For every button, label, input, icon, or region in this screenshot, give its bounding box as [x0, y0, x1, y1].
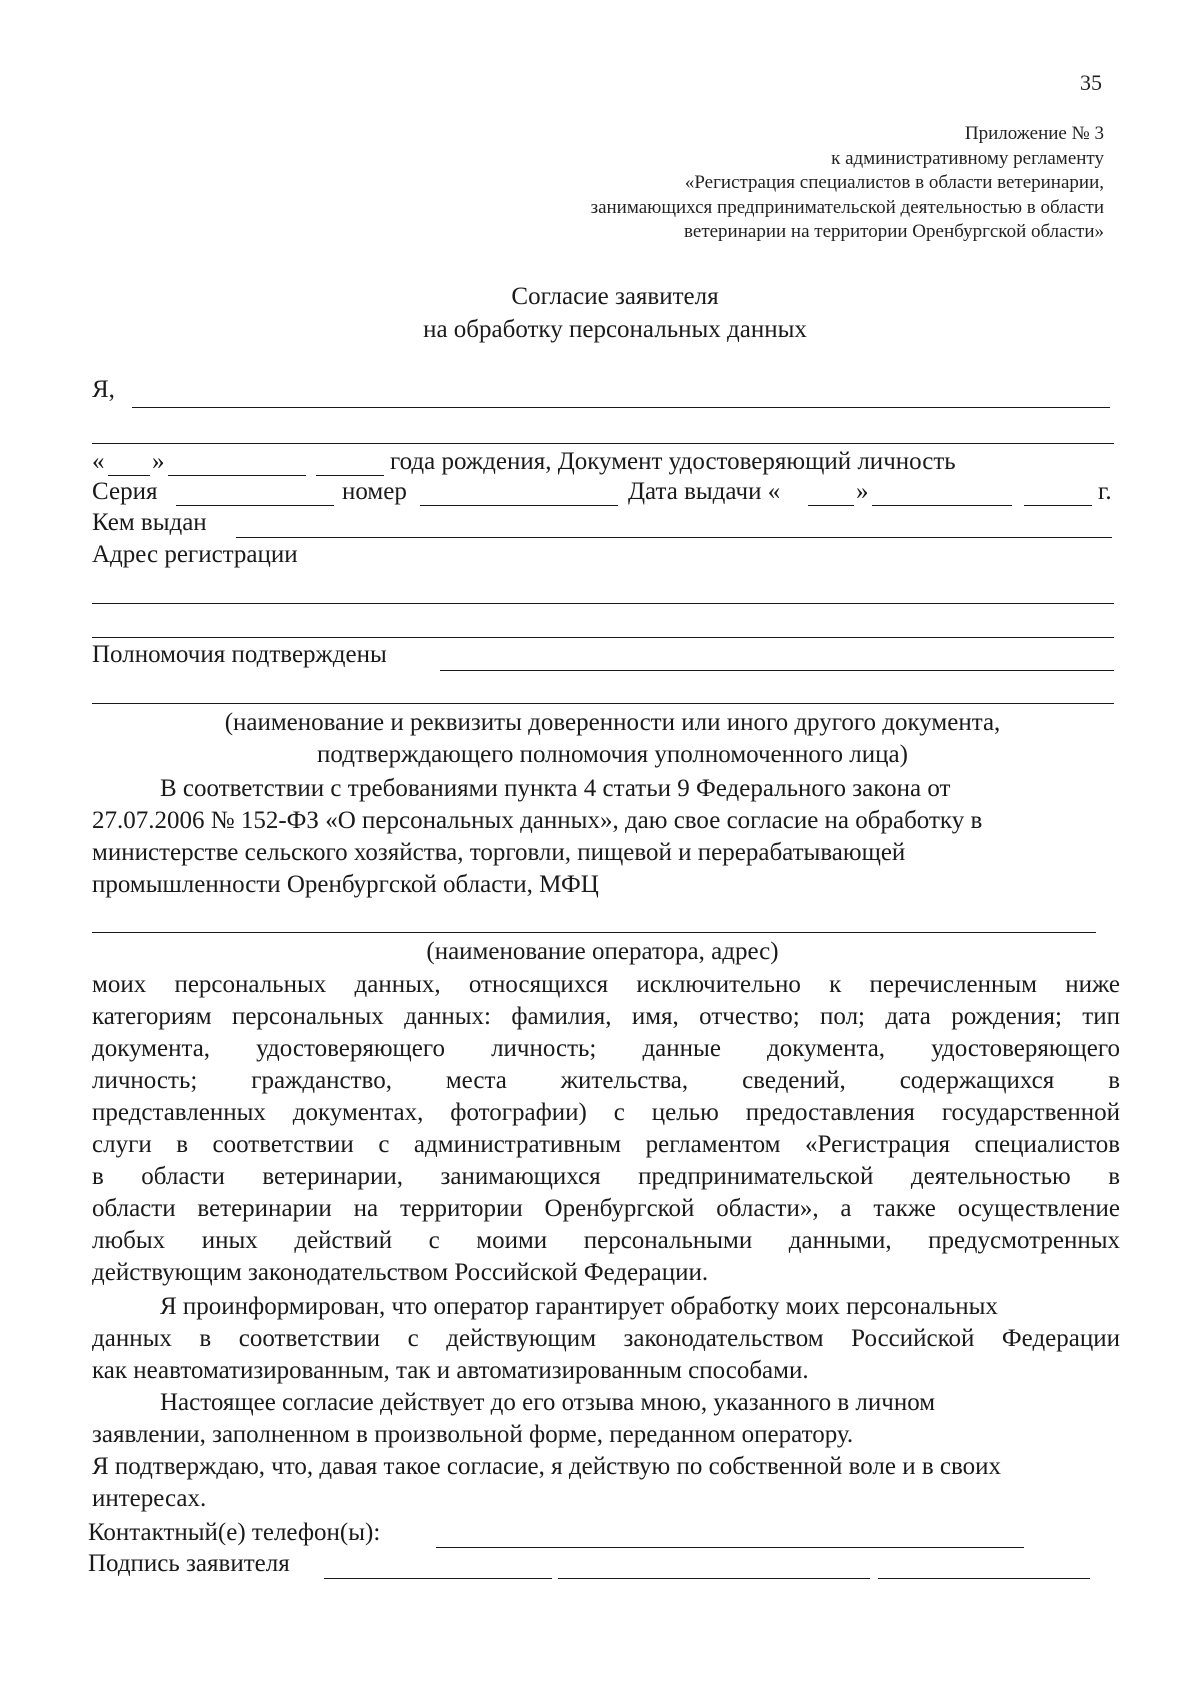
issue-month-field[interactable]: [872, 505, 1012, 506]
consent-paragraph-2: [92, 969, 1120, 1289]
issue-year-field[interactable]: [1024, 505, 1092, 506]
authority-field-extra[interactable]: [92, 703, 1114, 704]
title-line-1: Согласие заявителя: [511, 283, 719, 310]
birth-day-open-quote: «: [92, 448, 105, 475]
consent-line: области ветеринарии на территории Оренбургской области», а также осуществление: [92, 1195, 1120, 1222]
fullname-field-extra[interactable]: [92, 443, 1114, 444]
number-field[interactable]: [420, 505, 618, 506]
title-line-2: на обработку персональных данных: [423, 316, 807, 343]
consent-line: Я подтверждаю, что, давая такое согласие, я действую по собственной воле и в своих: [92, 1453, 1001, 1480]
consent-line: Я проинформирован, что оператор гарантирует обработку моих персональных: [160, 1293, 998, 1320]
consent-line: действующим законодательством Российской Федерации.: [92, 1259, 709, 1286]
document-title: [0, 280, 1200, 346]
consent-line: министерстве сельского хозяйства, торговли, пищевой и перерабатывающей: [92, 839, 906, 866]
operator-note: (наименование оператора, адрес): [426, 938, 779, 965]
consent-line: личность; гражданство, места жительства, сведений, содержащихся в: [92, 1067, 1120, 1094]
annex-header: [591, 122, 1104, 245]
signature-date-field[interactable]: [878, 1578, 1090, 1579]
consent-line: В соответствии с требованиями пункта 4 статьи 9 Федерального закона от: [160, 775, 951, 802]
birth-label: года рождения, Документ удостоверяющий личность: [390, 448, 956, 475]
ya-label: Я,: [92, 376, 115, 403]
authority-note-1: (наименование и реквизиты доверенности или иного другого документа,: [224, 709, 1001, 736]
consent-line: моих персональных данных, относящихся исключительно к перечисленным ниже: [92, 971, 1120, 998]
year-suffix: г.: [1098, 478, 1112, 505]
consent-line: Настоящее согласие действует до его отзыва мною, указанного в личном: [160, 1389, 936, 1416]
consent-line: любых иных действий с моими персональными данными, предусмотренных: [92, 1227, 1120, 1254]
consent-line: интересах.: [92, 1485, 207, 1512]
signature-transcript-field[interactable]: [558, 1578, 870, 1579]
consent-line: 27.07.2006 № 152-ФЗ «О персональных данных», даю свое согласие на обработку в: [92, 807, 983, 834]
consent-line: заявлении, заполненном в произвольной форме, переданном оператору.: [92, 1421, 854, 1448]
reg-address-field-2[interactable]: [92, 637, 1114, 638]
consent-paragraph-1: [92, 773, 1120, 901]
reg-address-label: Адрес регистрации: [92, 541, 298, 568]
consent-line: категориям персональных данных: фамилия, имя, отчество; пол; дата рождения; тип: [92, 1003, 1120, 1030]
phone-field[interactable]: [436, 1547, 1024, 1548]
consent-line: представленных документах, фотографии) с целью предоставления государственной: [92, 1099, 1120, 1126]
consent-line: данных в соответствии с действующим законодательством Российской Федерации: [92, 1325, 1120, 1352]
consent-line: как неавтоматизированным, так и автоматизированным способами.: [92, 1357, 809, 1384]
consent-paragraph-5: [92, 1451, 1120, 1515]
series-field[interactable]: [176, 505, 334, 506]
authority-note-2: подтверждающего полномочия уполномоченного лица): [317, 741, 908, 768]
birth-day-close-quote: »: [152, 448, 165, 475]
birth-day-field[interactable]: [108, 475, 150, 476]
annex-line: «Регистрация специалистов в области ветеринарии,: [684, 172, 1104, 193]
series-label: Серия: [92, 478, 158, 505]
reg-address-field-1[interactable]: [92, 603, 1114, 604]
page-number: 35: [1080, 70, 1102, 95]
issue-date-label: Дата выдачи «: [628, 478, 781, 505]
signature-field[interactable]: [324, 1578, 552, 1579]
issued-by-field[interactable]: [236, 537, 1112, 538]
birth-year-field[interactable]: [316, 475, 384, 476]
authority-field[interactable]: [440, 670, 1114, 671]
authority-label: Полномочия подтверждены: [92, 641, 387, 668]
operator-field[interactable]: [92, 932, 1096, 933]
phone-label: Контактный(е) телефон(ы):: [88, 1519, 381, 1546]
issued-by-label: Кем выдан: [92, 509, 207, 536]
consent-line: слуги в соответствии с административным регламентом «Регистрация специалистов: [92, 1131, 1120, 1158]
annex-line: Приложение № 3: [964, 123, 1104, 144]
issue-day-close-quote: »: [856, 478, 869, 505]
annex-line: к административному регламенту: [831, 147, 1104, 169]
issue-day-field[interactable]: [808, 505, 854, 506]
annex-line: занимающихся предпринимательской деятельностью в области: [590, 196, 1104, 218]
fullname-field[interactable]: [132, 407, 1110, 408]
signature-label: Подпись заявителя: [88, 1550, 290, 1577]
consent-paragraph-4: [92, 1387, 1120, 1451]
birth-month-field[interactable]: [168, 475, 306, 476]
consent-line: промышленности Оренбургской области, МФЦ: [92, 871, 599, 898]
consent-line: в области ветеринарии, занимающихся предпринимательской деятельностью в: [92, 1163, 1120, 1190]
number-label: номер: [342, 478, 407, 505]
consent-paragraph-3: [92, 1291, 1120, 1387]
annex-line: ветеринарии на территории Оренбургской области»: [684, 221, 1104, 242]
consent-line: документа, удостоверяющего личность; данные документа, удостоверяющего: [92, 1035, 1120, 1062]
